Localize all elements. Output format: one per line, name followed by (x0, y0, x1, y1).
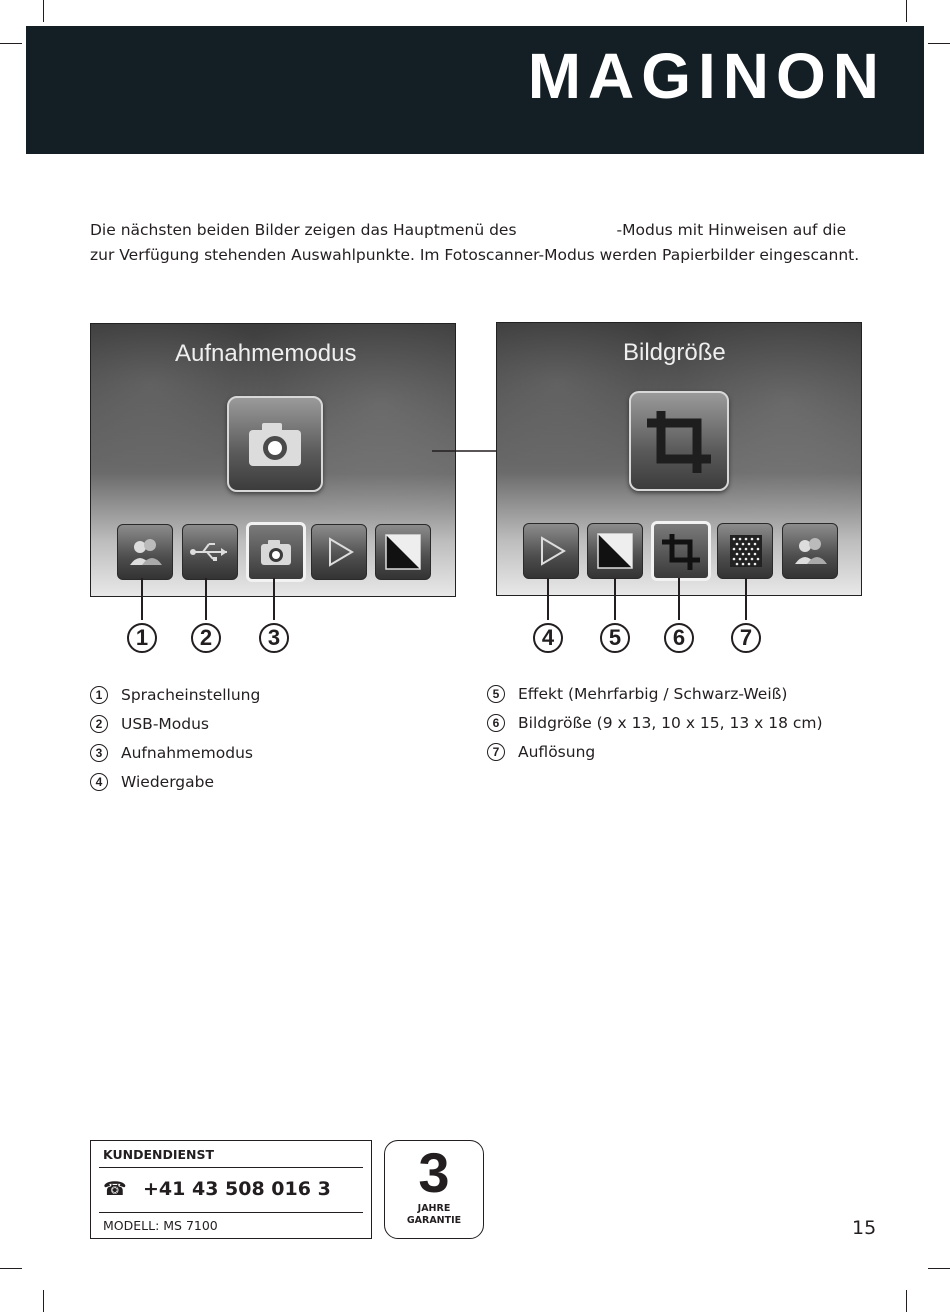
crop-icon[interactable] (651, 521, 711, 581)
callout-line (745, 578, 747, 620)
effect-icon[interactable] (587, 523, 643, 579)
legend-label: Bildgröße (9 x 13, 10 x 15, 13 x 18 cm) (518, 714, 823, 732)
phone-number: +41 43 508 016 3 (143, 1178, 331, 1200)
resolution-icon[interactable] (717, 523, 773, 579)
legend-number: 7 (487, 743, 505, 761)
intro-line1-start: Die nächsten beiden Bilder zeigen das Hauptmenü des (90, 221, 517, 239)
intro-text (90, 218, 880, 268)
legend-number: 3 (90, 744, 108, 762)
legend-label: Wiedergabe (121, 773, 215, 791)
legend-number: 2 (90, 715, 108, 733)
language-icon[interactable] (117, 524, 173, 580)
warranty-line2: GARANTIE (406, 1215, 462, 1226)
crop-mark (0, 1268, 22, 1269)
callout-line (273, 578, 275, 620)
legend-number: 5 (487, 685, 505, 703)
page-number: 15 (852, 1217, 877, 1239)
callout-line (547, 578, 549, 620)
callout-5: 5 (600, 623, 630, 653)
legend-label: USB-Modus (121, 715, 210, 733)
crop-mark (928, 43, 950, 44)
play-icon[interactable] (523, 523, 579, 579)
callout-2: 2 (191, 623, 221, 653)
crop-mark (906, 0, 907, 22)
model-label: MODELL: MS 7100 (103, 1218, 218, 1233)
callout-3: 3 (259, 623, 289, 653)
callout-7: 7 (731, 623, 761, 653)
callout-line (678, 578, 680, 620)
divider (99, 1212, 363, 1213)
callout-1: 1 (127, 623, 157, 653)
intro-line1-end: -Modus mit Hinweisen auf die (616, 221, 847, 239)
legend-number: 1 (90, 686, 108, 704)
legend-label: Effekt (Mehrfarbig / Schwarz-Weiß) (518, 685, 788, 703)
camera-icon (227, 396, 323, 492)
customer-service-box (90, 1140, 372, 1239)
legend-number: 4 (90, 773, 108, 791)
callout-line (205, 578, 207, 620)
crop-mark (0, 43, 22, 44)
screen-aufnahmemodus (90, 323, 456, 597)
callout-line (141, 578, 143, 620)
effect-icon[interactable] (375, 524, 431, 580)
legend-label: Spracheinstellung (121, 686, 261, 704)
play-icon[interactable] (311, 524, 367, 580)
callout-line (614, 578, 616, 620)
brand-logo: MAGINON (527, 40, 886, 112)
camera-icon[interactable] (246, 522, 306, 582)
screen-title: Aufnahmemodus (175, 340, 357, 367)
warranty-years: 3 (418, 1141, 450, 1204)
screen-bildgroesse (496, 322, 862, 596)
callout-4: 4 (533, 623, 563, 653)
legend-label: Auflösung (518, 743, 596, 761)
warranty-text (385, 1203, 483, 1227)
service-title: KUNDENDIENST (103, 1147, 215, 1162)
usb-icon[interactable] (182, 524, 238, 580)
warranty-badge (384, 1140, 484, 1239)
crop-mark (928, 1268, 950, 1269)
legend-number: 6 (487, 714, 505, 732)
divider (99, 1167, 363, 1168)
telephone-icon: ☎ (103, 1178, 127, 1200)
service-phone (103, 1178, 331, 1200)
crop-mark (906, 1290, 907, 1312)
screen-title: Bildgröße (623, 339, 726, 366)
warranty-line1: JAHRE (417, 1203, 451, 1214)
crop-mark (43, 1290, 44, 1312)
legend-label: Aufnahmemodus (121, 744, 253, 762)
crop-icon (629, 391, 729, 491)
language-icon[interactable] (782, 523, 838, 579)
crop-mark (43, 0, 44, 22)
callout-6: 6 (664, 623, 694, 653)
intro-line2: zur Verfügung stehenden Auswahlpunkte. Im Fotoscanner-Modus werden Papierbilder eingescannt. (90, 246, 860, 264)
